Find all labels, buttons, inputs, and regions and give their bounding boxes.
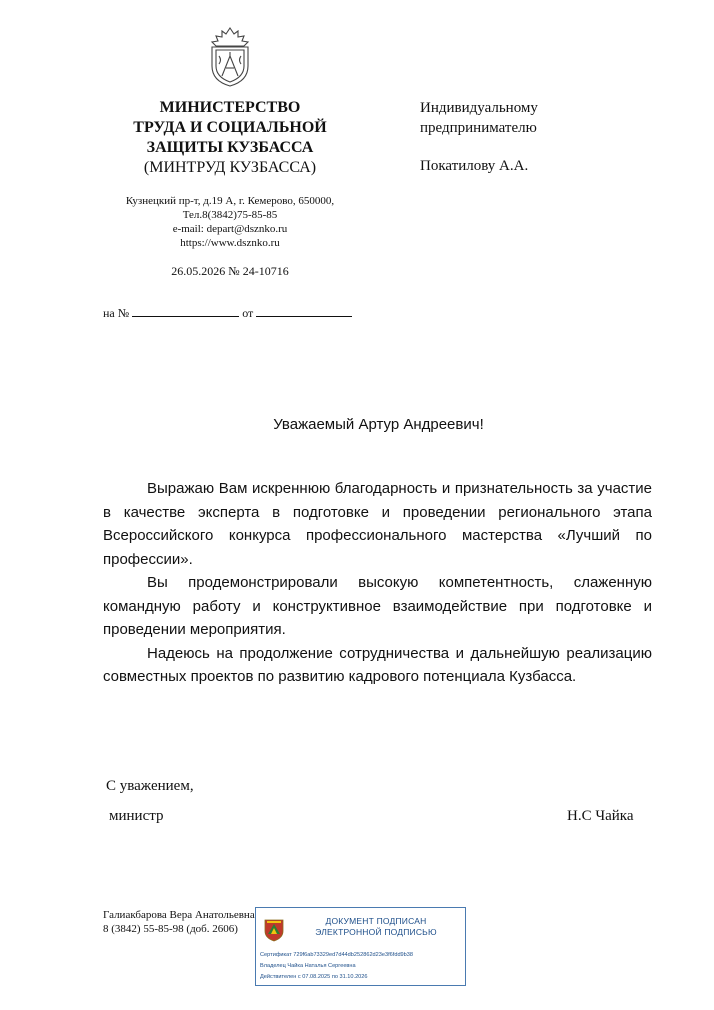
ministry-contacts — [100, 194, 360, 250]
stamp-title-line2: ЭЛЕКТРОННОЙ ПОДПИСЬЮ — [315, 927, 437, 937]
executor-info — [103, 908, 255, 936]
ministry-name-line3: ЗАЩИТЫ КУЗБАССА — [146, 139, 314, 156]
coat-of-arms-emblem — [204, 26, 256, 88]
letter-closing: С уважением, — [106, 778, 194, 794]
addressee-name: Покатилову А.А. — [420, 158, 529, 174]
ministry-phone: Тел.8(3842)75-85-85 — [182, 209, 278, 221]
reference-line — [103, 305, 352, 321]
body-paragraph: Надеюсь на продолжение сотрудничества и дальнейшую реализацию совместных проектов по развитию кадрового потенциала Кузбасса. — [103, 644, 652, 685]
region-coat-of-arms-icon — [261, 918, 287, 942]
ref-date-blank — [256, 305, 352, 317]
executor-name: Галиакбарова Вера Анатольевна — [103, 909, 255, 921]
stamp-title — [290, 916, 462, 938]
ministry-email: e-mail: depart@dsznko.ru — [172, 223, 288, 235]
stamp-validity: Действителен с 07.08.2025 по 31.10.2026 — [260, 974, 368, 980]
signer-position: министр — [109, 808, 164, 824]
ministry-address: Кузнецкий пр-т, д.19 А, г. Кемерово, 650000, — [125, 195, 335, 207]
body-paragraph: Вы продемонстрировали высокую компетентность, слаженную командную работу и конструктивное взаимодействие при подготовке и проведении мероприятия. — [103, 574, 652, 638]
stamp-owner: Владелец Чайка Наталья Сергеевна — [260, 963, 356, 969]
ministry-short-name: (МИНТРУД КУЗБАССА) — [143, 159, 317, 176]
electronic-signature-stamp — [255, 907, 466, 986]
ref-prefix: на № — [103, 306, 130, 320]
ministry-header — [100, 98, 360, 178]
body-paragraph: Выражаю Вам искреннюю благодарность и признательность за участие в качестве эксперта в подготовке и проведении регионального этапа Всероссийского конкурса профессионального мастерства «Лучший по профессии». — [103, 480, 652, 568]
ref-from: от — [242, 306, 254, 320]
outgoing-number: 26.05.2026 № 24-10716 — [171, 264, 289, 278]
signer-name: Н.С Чайка — [567, 808, 634, 824]
letter-greeting: Уважаемый Артур Андреевич! — [273, 416, 484, 433]
ministry-name-line1: МИНИСТЕРСТВО — [159, 99, 301, 116]
stamp-certificate: Сертификат 729f6ab73329ed7d44db252862d23e3f6fdd9b38 — [260, 952, 413, 958]
executor-phone: 8 (3842) 55-85-98 (доб. 2606) — [103, 923, 238, 935]
addressee-line2: предпринимателю — [420, 120, 537, 136]
ministry-name-line2: ТРУДА И СОЦИАЛЬНОЙ — [133, 119, 327, 136]
addressee-line1: Индивидуальному — [420, 100, 538, 116]
addressee-block — [420, 98, 538, 176]
stamp-details — [260, 950, 413, 983]
letter-body — [103, 477, 652, 689]
stamp-title-line1: ДОКУМЕНТ ПОДПИСАН — [325, 916, 427, 926]
ministry-website: https://www.dsznko.ru — [180, 237, 280, 249]
ref-number-blank — [132, 305, 239, 317]
